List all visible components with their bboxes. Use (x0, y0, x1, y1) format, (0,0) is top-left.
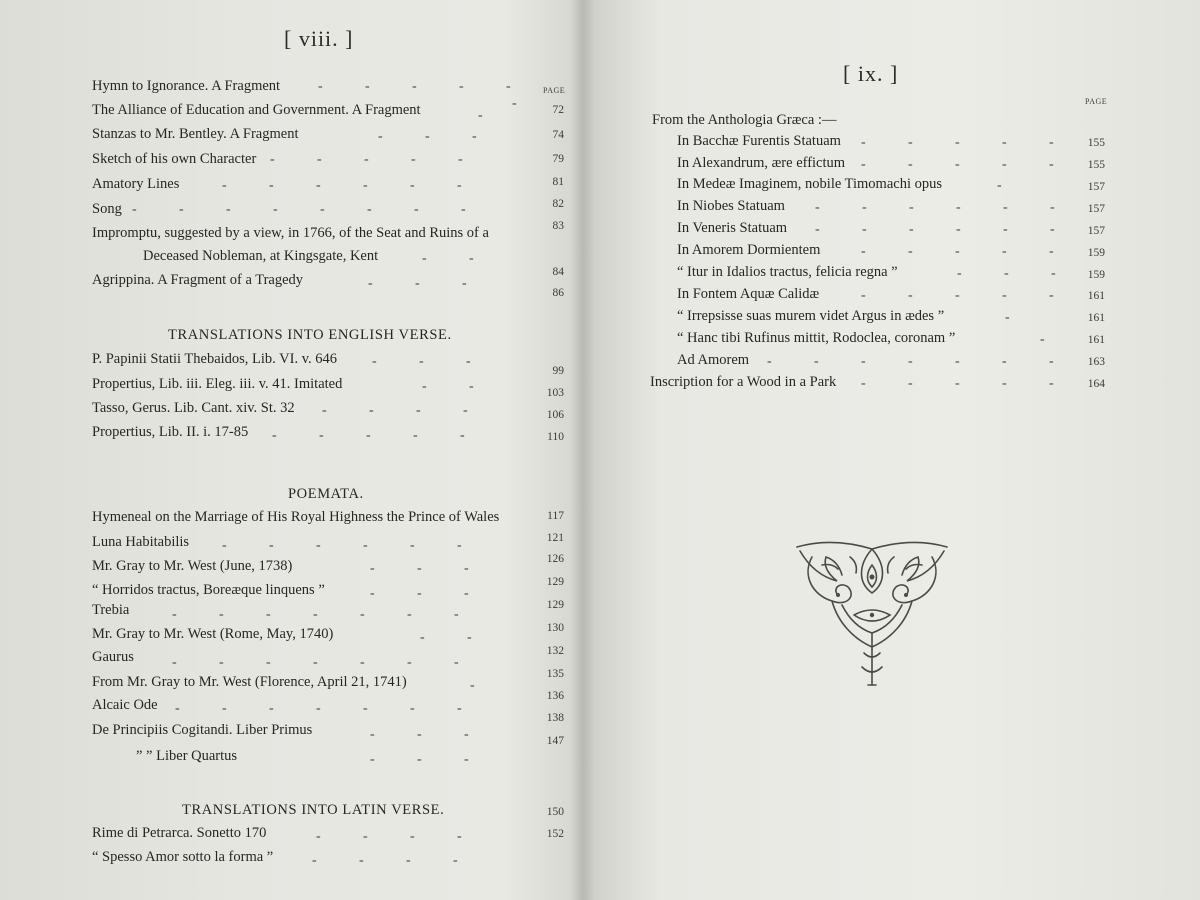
dot-leader: - - - (370, 752, 469, 767)
dot-leader: - - - - - - - - (132, 202, 466, 217)
toc-page-number: 161 (1087, 312, 1105, 324)
toc-entry: Trebia (92, 602, 130, 618)
dot-leader: - - (422, 251, 474, 266)
dot-leader: - - - (378, 129, 477, 144)
toc-page-number: 155 (1087, 137, 1105, 149)
toc-page-number: 163 (1087, 356, 1105, 368)
toc-entry: In Niobes Statuam (677, 198, 785, 214)
dot-leader: - - - - - - (815, 200, 1055, 215)
toc-entry: Impromptu, suggested by a view, in 1766, of the Seat and Ruins of a (92, 225, 489, 241)
dot-leader: - - - - - (272, 428, 465, 443)
toc-entry: Song (92, 201, 122, 217)
toc-entry: ” ” Liber Quartus (136, 748, 238, 764)
toc-entry-continued: Deceased Nobleman, at Kingsgate, Kent (143, 248, 379, 264)
dot-leader: - - - - - - (815, 222, 1055, 237)
toc-page-number: 150 (546, 806, 564, 818)
toc-entry: Tasso, Gerus. Lib. Cant. xiv. St. 32 (92, 400, 295, 416)
section-heading: TRANSLATIONS INTO LATIN VERSE. (182, 802, 445, 818)
page-number-right: [ ix. ] (843, 61, 899, 86)
toc-page-number: 83 (552, 220, 564, 232)
dot-leader: - - - - - (861, 135, 1054, 150)
toc-entry: From Mr. Gray to Mr. West (Florence, April 21, 1741) (92, 674, 407, 690)
toc-page-number: 161 (1087, 290, 1105, 302)
toc-entry: De Principiis Cogitandi. Liber Primus (92, 722, 313, 738)
section-title: From the Anthologia Græca :— (652, 112, 837, 128)
toc-page-number: 129 (546, 599, 564, 611)
toc-entry: Propertius, Lib. iii. Eleg. iii. v. 41. Imitated (92, 376, 343, 392)
dot-leader: - (478, 108, 483, 123)
section-heading: TRANSLATIONS INTO ENGLISH VERSE. (168, 327, 452, 343)
dot-leader: - (1040, 332, 1045, 347)
toc-entry: In Amorem Dormientem (677, 242, 821, 258)
dot-leader: - - - - - - - (172, 607, 459, 622)
dot-leader: - - - (957, 266, 1056, 281)
dot-leader: - - - (368, 276, 467, 291)
toc-page-number: 74 (552, 129, 564, 141)
dot-leader: - - - - - (861, 244, 1054, 259)
toc-entry: Propertius, Lib. II. i. 17-85 (92, 424, 249, 440)
toc-page-number: 135 (546, 668, 564, 680)
toc-entry: Agrippina. A Fragment of a Tragedy (92, 272, 304, 288)
toc-page-number: 117 (547, 510, 564, 522)
toc-entry: Mr. Gray to Mr. West (June, 1738) (92, 558, 293, 574)
dot-leader: - - - - (322, 403, 468, 418)
dot-leader: - - - (370, 561, 469, 576)
toc-entry: Inscription for a Wood in a Park (650, 374, 837, 390)
page-column-label: PAGE (543, 86, 566, 95)
dot-leader: - - - - - - - (175, 701, 462, 716)
toc-page-number: 132 (546, 645, 564, 657)
toc-entry: Rime di Petrarca. Sonetto 170 (92, 825, 267, 841)
toc-page-number: 159 (1087, 247, 1105, 259)
toc-entry: In Medeæ Imaginem, nobile Timomachi opus (677, 176, 943, 192)
toc-page-number: 147 (546, 735, 564, 747)
toc-entry: In Fontem Aquæ Calidæ (677, 286, 820, 302)
dot-leader: - - - - (316, 829, 462, 844)
section-heading: POEMATA. (288, 486, 364, 502)
dot-leader: - (512, 96, 517, 111)
toc-entry: “ Spesso Amor sotto la forma ” (92, 849, 274, 865)
dot-leader: - - - - - - - (172, 655, 459, 670)
toc-entry: Alcaic Ode (92, 697, 158, 713)
dot-leader: - - - - - (861, 288, 1054, 303)
toc-page-number: 130 (546, 622, 564, 634)
toc-page-number: 157 (1087, 203, 1105, 215)
toc-entry: P. Papinii Statii Thebaidos, Lib. VI. v. 646 (92, 351, 338, 367)
toc-entry: Hymeneal on the Marriage of His Royal Highness the Prince of Wales (92, 509, 500, 525)
toc-page-number: 157 (1087, 225, 1105, 237)
toc-entry: Mr. Gray to Mr. West (Rome, May, 1740) (92, 626, 334, 642)
toc-page-number: 157 (1087, 181, 1105, 193)
toc-page-number: 79 (552, 153, 564, 165)
dot-leader: - - - (372, 354, 471, 369)
dot-leader: - - - - - (861, 157, 1054, 172)
toc-page-number: 106 (546, 409, 564, 421)
toc-entry: In Alexandrum, ære effictum (677, 155, 846, 171)
toc-page-number: 161 (1087, 334, 1105, 346)
toc-page-number: 82 (552, 198, 564, 210)
toc-page-number: 152 (546, 828, 564, 840)
dot-leader: - - - - - - (222, 178, 462, 193)
toc-page-number: 136 (546, 690, 564, 702)
toc-page-number: 126 (546, 553, 564, 565)
toc-entry: Amatory Lines (92, 176, 180, 192)
dot-leader: - - - - - (861, 376, 1054, 391)
dot-leader: - - - - - - - (767, 354, 1054, 369)
toc-page-number: 110 (547, 431, 564, 443)
toc-entry: Sketch of his own Character (92, 151, 257, 167)
floral-vignette-icon (792, 535, 952, 695)
dot-leader: - - - - - (318, 79, 511, 94)
toc-page-number: 129 (546, 576, 564, 588)
dot-leader: - - - - - - (222, 538, 462, 553)
toc-page-number: 72 (552, 104, 564, 116)
dot-leader: - (470, 678, 475, 693)
right-page (585, 0, 1200, 900)
toc-entry: The Alliance of Education and Government. A Fragment (92, 102, 421, 118)
toc-entry: Stanzas to Mr. Bentley. A Fragment (92, 126, 299, 142)
toc-entry: In Veneris Statuam (677, 220, 788, 236)
toc-entry: “ Horridos tractus, Boreæque linquens ” (92, 582, 325, 598)
dot-leader: - - - - - (270, 152, 463, 167)
dot-leader: - - - (370, 727, 469, 742)
toc-page-number: 121 (546, 532, 564, 544)
toc-page-number: 84 (552, 266, 564, 278)
dot-leader: - - - (370, 586, 469, 601)
toc-entry: “ Itur in Idalios tractus, felicia regna ” (677, 264, 898, 280)
page-column-label: PAGE (1085, 97, 1108, 106)
toc-page-number: 159 (1087, 269, 1105, 281)
dot-leader: - (997, 178, 1002, 193)
dot-leader: - - - - (312, 853, 458, 868)
toc-page-number: 164 (1087, 378, 1105, 390)
toc-page-number: 81 (552, 176, 564, 188)
toc-entry: Hymn to Ignorance. A Fragment (92, 78, 281, 94)
page-number-left: [ viii. ] (284, 26, 354, 51)
dot-leader: - - (422, 379, 474, 394)
toc-entry: Luna Habitabilis (92, 534, 190, 550)
dot-leader: - - (420, 630, 472, 645)
toc-entry: Ad Amorem (677, 352, 750, 368)
toc-page-number: 138 (546, 712, 564, 724)
toc-entry: Gaurus (92, 649, 134, 665)
toc-entry: “ Irrepsisse suas murem videt Argus in ædes ” (677, 308, 945, 324)
toc-page-number: 155 (1087, 159, 1105, 171)
left-page (0, 0, 580, 900)
toc-entry: In Bacchæ Furentis Statuam (677, 133, 841, 149)
toc-page-number: 103 (546, 387, 564, 399)
toc-page-number: 99 (552, 365, 564, 377)
toc-page-number: 86 (552, 287, 564, 299)
dot-leader: - (1005, 310, 1010, 325)
toc-entry: “ Hanc tibi Rufinus mittit, Rodoclea, coronam ” (677, 330, 956, 346)
